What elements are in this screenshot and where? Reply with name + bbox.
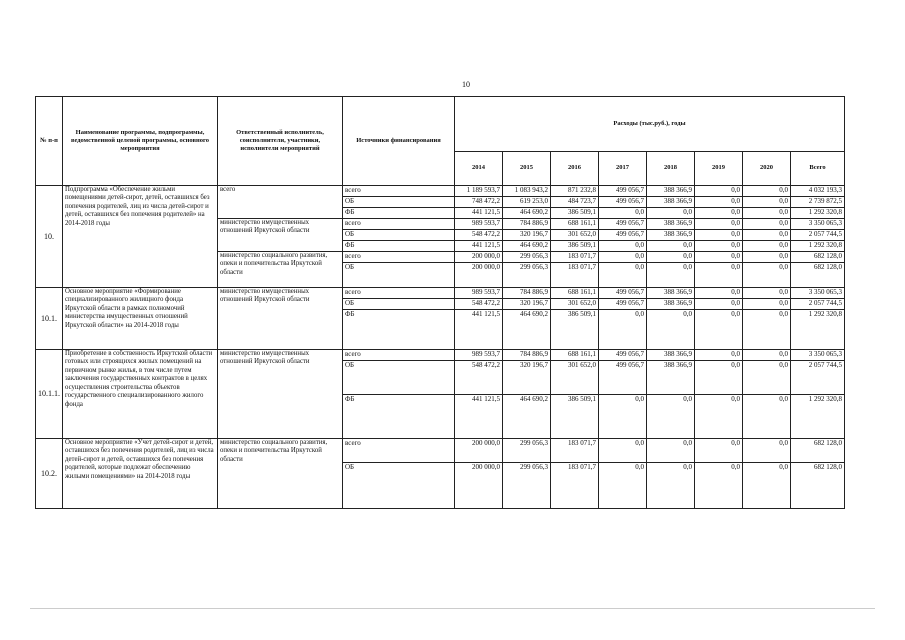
row-source: ФБ xyxy=(343,208,455,219)
row-value: 464 690,2 xyxy=(503,310,551,350)
row-value: 499 056,7 xyxy=(599,197,647,208)
row-value: 0,0 xyxy=(599,241,647,252)
row-executor: министерство имущественных отношений Иркутской области xyxy=(218,219,343,252)
row-value: 548 472,2 xyxy=(455,299,503,310)
row-value: 499 056,7 xyxy=(599,288,647,299)
row-executor: министерство имущественных отношений Иркутской области xyxy=(218,350,343,439)
row-value: 386 509,1 xyxy=(551,208,599,219)
row-value: 2 057 744,5 xyxy=(791,299,845,310)
row-value: 0,0 xyxy=(695,230,743,241)
row-value: 1 292 320,8 xyxy=(791,241,845,252)
row-value: 0,0 xyxy=(743,197,791,208)
row-value: 183 071,7 xyxy=(551,263,599,288)
page-number: 10 xyxy=(462,80,470,89)
row-value: 0,0 xyxy=(647,463,695,509)
header-year: 2015 xyxy=(503,152,551,186)
row-value: 183 071,7 xyxy=(551,252,599,263)
row-value: 388 366,9 xyxy=(647,230,695,241)
row-value: 0,0 xyxy=(647,310,695,350)
row-value: 0,0 xyxy=(743,208,791,219)
row-value: 4 032 193,3 xyxy=(791,186,845,197)
row-executor: министерство социального развития, опеки и попечительства Иркутской области xyxy=(218,252,343,288)
header-num: № п-п xyxy=(36,97,63,186)
header-expenses: Расходы (тыс.руб.), годы xyxy=(455,97,845,152)
row-value: 499 056,7 xyxy=(599,299,647,310)
row-value: 0,0 xyxy=(695,361,743,395)
row-value: 748 472,2 xyxy=(455,197,503,208)
row-value: 0,0 xyxy=(743,186,791,197)
row-source: всего xyxy=(343,350,455,361)
row-source: всего xyxy=(343,186,455,197)
row-value: 301 652,0 xyxy=(551,299,599,310)
row-value: 299 056,3 xyxy=(503,252,551,263)
row-value: 1 189 593,7 xyxy=(455,186,503,197)
row-value: 3 350 065,3 xyxy=(791,219,845,230)
row-value: 0,0 xyxy=(599,395,647,439)
row-value: 0,0 xyxy=(743,395,791,439)
row-value: 784 886,9 xyxy=(503,288,551,299)
row-source: ОБ xyxy=(343,299,455,310)
row-source: ФБ xyxy=(343,241,455,252)
row-value: 0,0 xyxy=(695,350,743,361)
row-code: 10.2. xyxy=(36,439,63,509)
row-name: Приобретение в собственность Иркутской области готовых или строящихся жилых помещений на первичном рынке жилья, в том числе путем заключения государственных контрактов в целях осуществления строительства объектов государственного специализированного жилого фонда xyxy=(63,350,218,439)
row-value: 320 196,7 xyxy=(503,361,551,395)
row-value: 0,0 xyxy=(599,208,647,219)
row-source: ОБ xyxy=(343,263,455,288)
row-value: 0,0 xyxy=(599,439,647,463)
row-value: 0,0 xyxy=(695,299,743,310)
row-value: 388 366,9 xyxy=(647,350,695,361)
row-code: 10.1. xyxy=(36,288,63,350)
row-value: 200 000,0 xyxy=(455,252,503,263)
row-value: 301 652,0 xyxy=(551,230,599,241)
row-value: 183 071,7 xyxy=(551,439,599,463)
row-value: 0,0 xyxy=(743,288,791,299)
row-executor: министерство социального развития, опеки и попечительства Иркутской области xyxy=(218,439,343,509)
row-value: 1 292 320,8 xyxy=(791,208,845,219)
header-year: 2018 xyxy=(647,152,695,186)
row-value: 0,0 xyxy=(695,241,743,252)
row-value: 200 000,0 xyxy=(455,463,503,509)
row-value: 0,0 xyxy=(695,263,743,288)
row-value: 299 056,3 xyxy=(503,439,551,463)
row-source: ОБ xyxy=(343,230,455,241)
row-value: 301 652,0 xyxy=(551,361,599,395)
row-source: всего xyxy=(343,219,455,230)
header-source: Источники финансирования xyxy=(343,97,455,186)
row-value: 3 350 065,3 xyxy=(791,350,845,361)
row-value: 784 886,9 xyxy=(503,350,551,361)
row-source: ОБ xyxy=(343,197,455,208)
row-source: ОБ xyxy=(343,361,455,395)
row-value: 682 128,0 xyxy=(791,463,845,509)
row-value: 441 121,5 xyxy=(455,395,503,439)
row-value: 388 366,9 xyxy=(647,361,695,395)
row-value: 388 366,9 xyxy=(647,288,695,299)
row-value: 0,0 xyxy=(695,197,743,208)
row-value: 441 121,5 xyxy=(455,208,503,219)
row-value: 0,0 xyxy=(743,219,791,230)
header-executor: Ответственный исполнитель, соисполнители, участники, исполнители мероприятий xyxy=(218,97,343,186)
row-value: 989 593,7 xyxy=(455,288,503,299)
row-value: 0,0 xyxy=(743,361,791,395)
row-value: 0,0 xyxy=(599,463,647,509)
row-value: 1 292 320,8 xyxy=(791,395,845,439)
row-value: 2 739 872,5 xyxy=(791,197,845,208)
row-value: 200 000,0 xyxy=(455,263,503,288)
row-value: 388 366,9 xyxy=(647,219,695,230)
row-source: всего xyxy=(343,439,455,463)
row-value: 1 083 943,2 xyxy=(503,186,551,197)
row-name: Основное мероприятие «Формирование специализированного жилищного фонда Иркутской области в рамках полномочий министерства имущественных отношений Иркутской области» на 2014-2018 годы xyxy=(63,288,218,350)
row-value: 784 886,9 xyxy=(503,219,551,230)
row-value: 0,0 xyxy=(647,241,695,252)
row-value: 989 593,7 xyxy=(455,219,503,230)
row-value: 200 000,0 xyxy=(455,439,503,463)
row-value: 320 196,7 xyxy=(503,230,551,241)
expenses-table xyxy=(35,96,845,509)
row-value: 0,0 xyxy=(695,219,743,230)
row-value: 871 232,8 xyxy=(551,186,599,197)
row-value: 0,0 xyxy=(599,252,647,263)
header-year: 2016 xyxy=(551,152,599,186)
row-name: Основное мероприятие «Учет детей-сирот и детей, оставшихся без попечения родителей, лиц из числа детей-сирот и детей, оставшихся без попечения родителей, которые подлежат обеспечению жилыми помещениями» на 2014-2018 годы xyxy=(63,439,218,509)
row-value: 386 509,1 xyxy=(551,241,599,252)
row-source: ФБ xyxy=(343,395,455,439)
row-value: 0,0 xyxy=(647,263,695,288)
row-value: 464 690,2 xyxy=(503,208,551,219)
row-value: 499 056,7 xyxy=(599,361,647,395)
row-value: 0,0 xyxy=(743,299,791,310)
row-source: всего xyxy=(343,252,455,263)
row-value: 0,0 xyxy=(695,288,743,299)
page-footer-line xyxy=(30,608,875,609)
table-row xyxy=(36,439,845,463)
row-value: 0,0 xyxy=(695,395,743,439)
row-value: 388 366,9 xyxy=(647,197,695,208)
row-value: 0,0 xyxy=(743,230,791,241)
row-code: 10. xyxy=(36,186,63,288)
row-value: 2 057 744,5 xyxy=(791,230,845,241)
row-value: 0,0 xyxy=(695,439,743,463)
row-source: ОБ xyxy=(343,463,455,509)
row-value: 388 366,9 xyxy=(647,299,695,310)
table-row xyxy=(36,186,845,197)
row-name: Подпрограмма «Обеспечение жильми помещениями детей-сирот, детей, оставшихся без попечения родителей, лиц из числа детей-сирот и детей, оставшихся без попечения родителей» на 2014-2018 годы xyxy=(63,186,218,288)
header-year: Всего xyxy=(791,152,845,186)
row-value: 464 690,2 xyxy=(503,241,551,252)
row-value: 183 071,7 xyxy=(551,463,599,509)
row-value: 499 056,7 xyxy=(599,350,647,361)
row-value: 388 366,9 xyxy=(647,186,695,197)
row-value: 0,0 xyxy=(695,208,743,219)
row-value: 0,0 xyxy=(599,310,647,350)
row-value: 0,0 xyxy=(599,263,647,288)
row-value: 0,0 xyxy=(695,463,743,509)
row-code: 10.1.1. xyxy=(36,350,63,439)
row-value: 0,0 xyxy=(743,263,791,288)
row-value: 548 472,2 xyxy=(455,361,503,395)
row-value: 682 128,0 xyxy=(791,252,845,263)
row-value: 0,0 xyxy=(743,310,791,350)
row-value: 464 690,2 xyxy=(503,395,551,439)
row-value: 0,0 xyxy=(647,208,695,219)
row-value: 688 161,1 xyxy=(551,219,599,230)
row-value: 441 121,5 xyxy=(455,241,503,252)
row-value: 0,0 xyxy=(695,186,743,197)
table-row xyxy=(36,350,845,361)
row-value: 499 056,7 xyxy=(599,219,647,230)
row-value: 0,0 xyxy=(743,350,791,361)
row-value: 299 056,3 xyxy=(503,463,551,509)
row-value: 499 056,7 xyxy=(599,230,647,241)
row-value: 0,0 xyxy=(647,252,695,263)
row-value: 989 593,7 xyxy=(455,350,503,361)
row-value: 688 161,1 xyxy=(551,288,599,299)
row-value: 682 128,0 xyxy=(791,439,845,463)
header-name: Наименование программы, подпрограммы, ведомственной целевой программы, основного мероприятия xyxy=(63,97,218,186)
header-year: 2019 xyxy=(695,152,743,186)
row-value: 682 128,0 xyxy=(791,263,845,288)
row-value: 0,0 xyxy=(647,395,695,439)
row-source: ФБ xyxy=(343,310,455,350)
row-value: 0,0 xyxy=(695,252,743,263)
row-value: 1 292 320,8 xyxy=(791,310,845,350)
row-value: 0,0 xyxy=(695,310,743,350)
header-year: 2017 xyxy=(599,152,647,186)
row-value: 320 196,7 xyxy=(503,299,551,310)
row-value: 441 121,5 xyxy=(455,310,503,350)
row-value: 619 253,0 xyxy=(503,197,551,208)
row-value: 0,0 xyxy=(743,439,791,463)
header-year: 2014 xyxy=(455,152,503,186)
row-value: 3 350 065,3 xyxy=(791,288,845,299)
row-value: 548 472,2 xyxy=(455,230,503,241)
row-value: 386 509,1 xyxy=(551,395,599,439)
table-row xyxy=(36,288,845,299)
row-value: 386 509,1 xyxy=(551,310,599,350)
row-value: 484 723,7 xyxy=(551,197,599,208)
header-year: 2020 xyxy=(743,152,791,186)
row-value: 0,0 xyxy=(743,252,791,263)
row-value: 688 161,1 xyxy=(551,350,599,361)
row-value: 0,0 xyxy=(743,463,791,509)
row-value: 499 056,7 xyxy=(599,186,647,197)
row-source: всего xyxy=(343,288,455,299)
row-executor: всего xyxy=(218,186,343,219)
row-value: 299 056,3 xyxy=(503,263,551,288)
row-value: 0,0 xyxy=(743,241,791,252)
row-value: 2 057 744,5 xyxy=(791,361,845,395)
row-executor: министерство имущественных отношений Иркутской области xyxy=(218,288,343,350)
row-value: 0,0 xyxy=(647,439,695,463)
